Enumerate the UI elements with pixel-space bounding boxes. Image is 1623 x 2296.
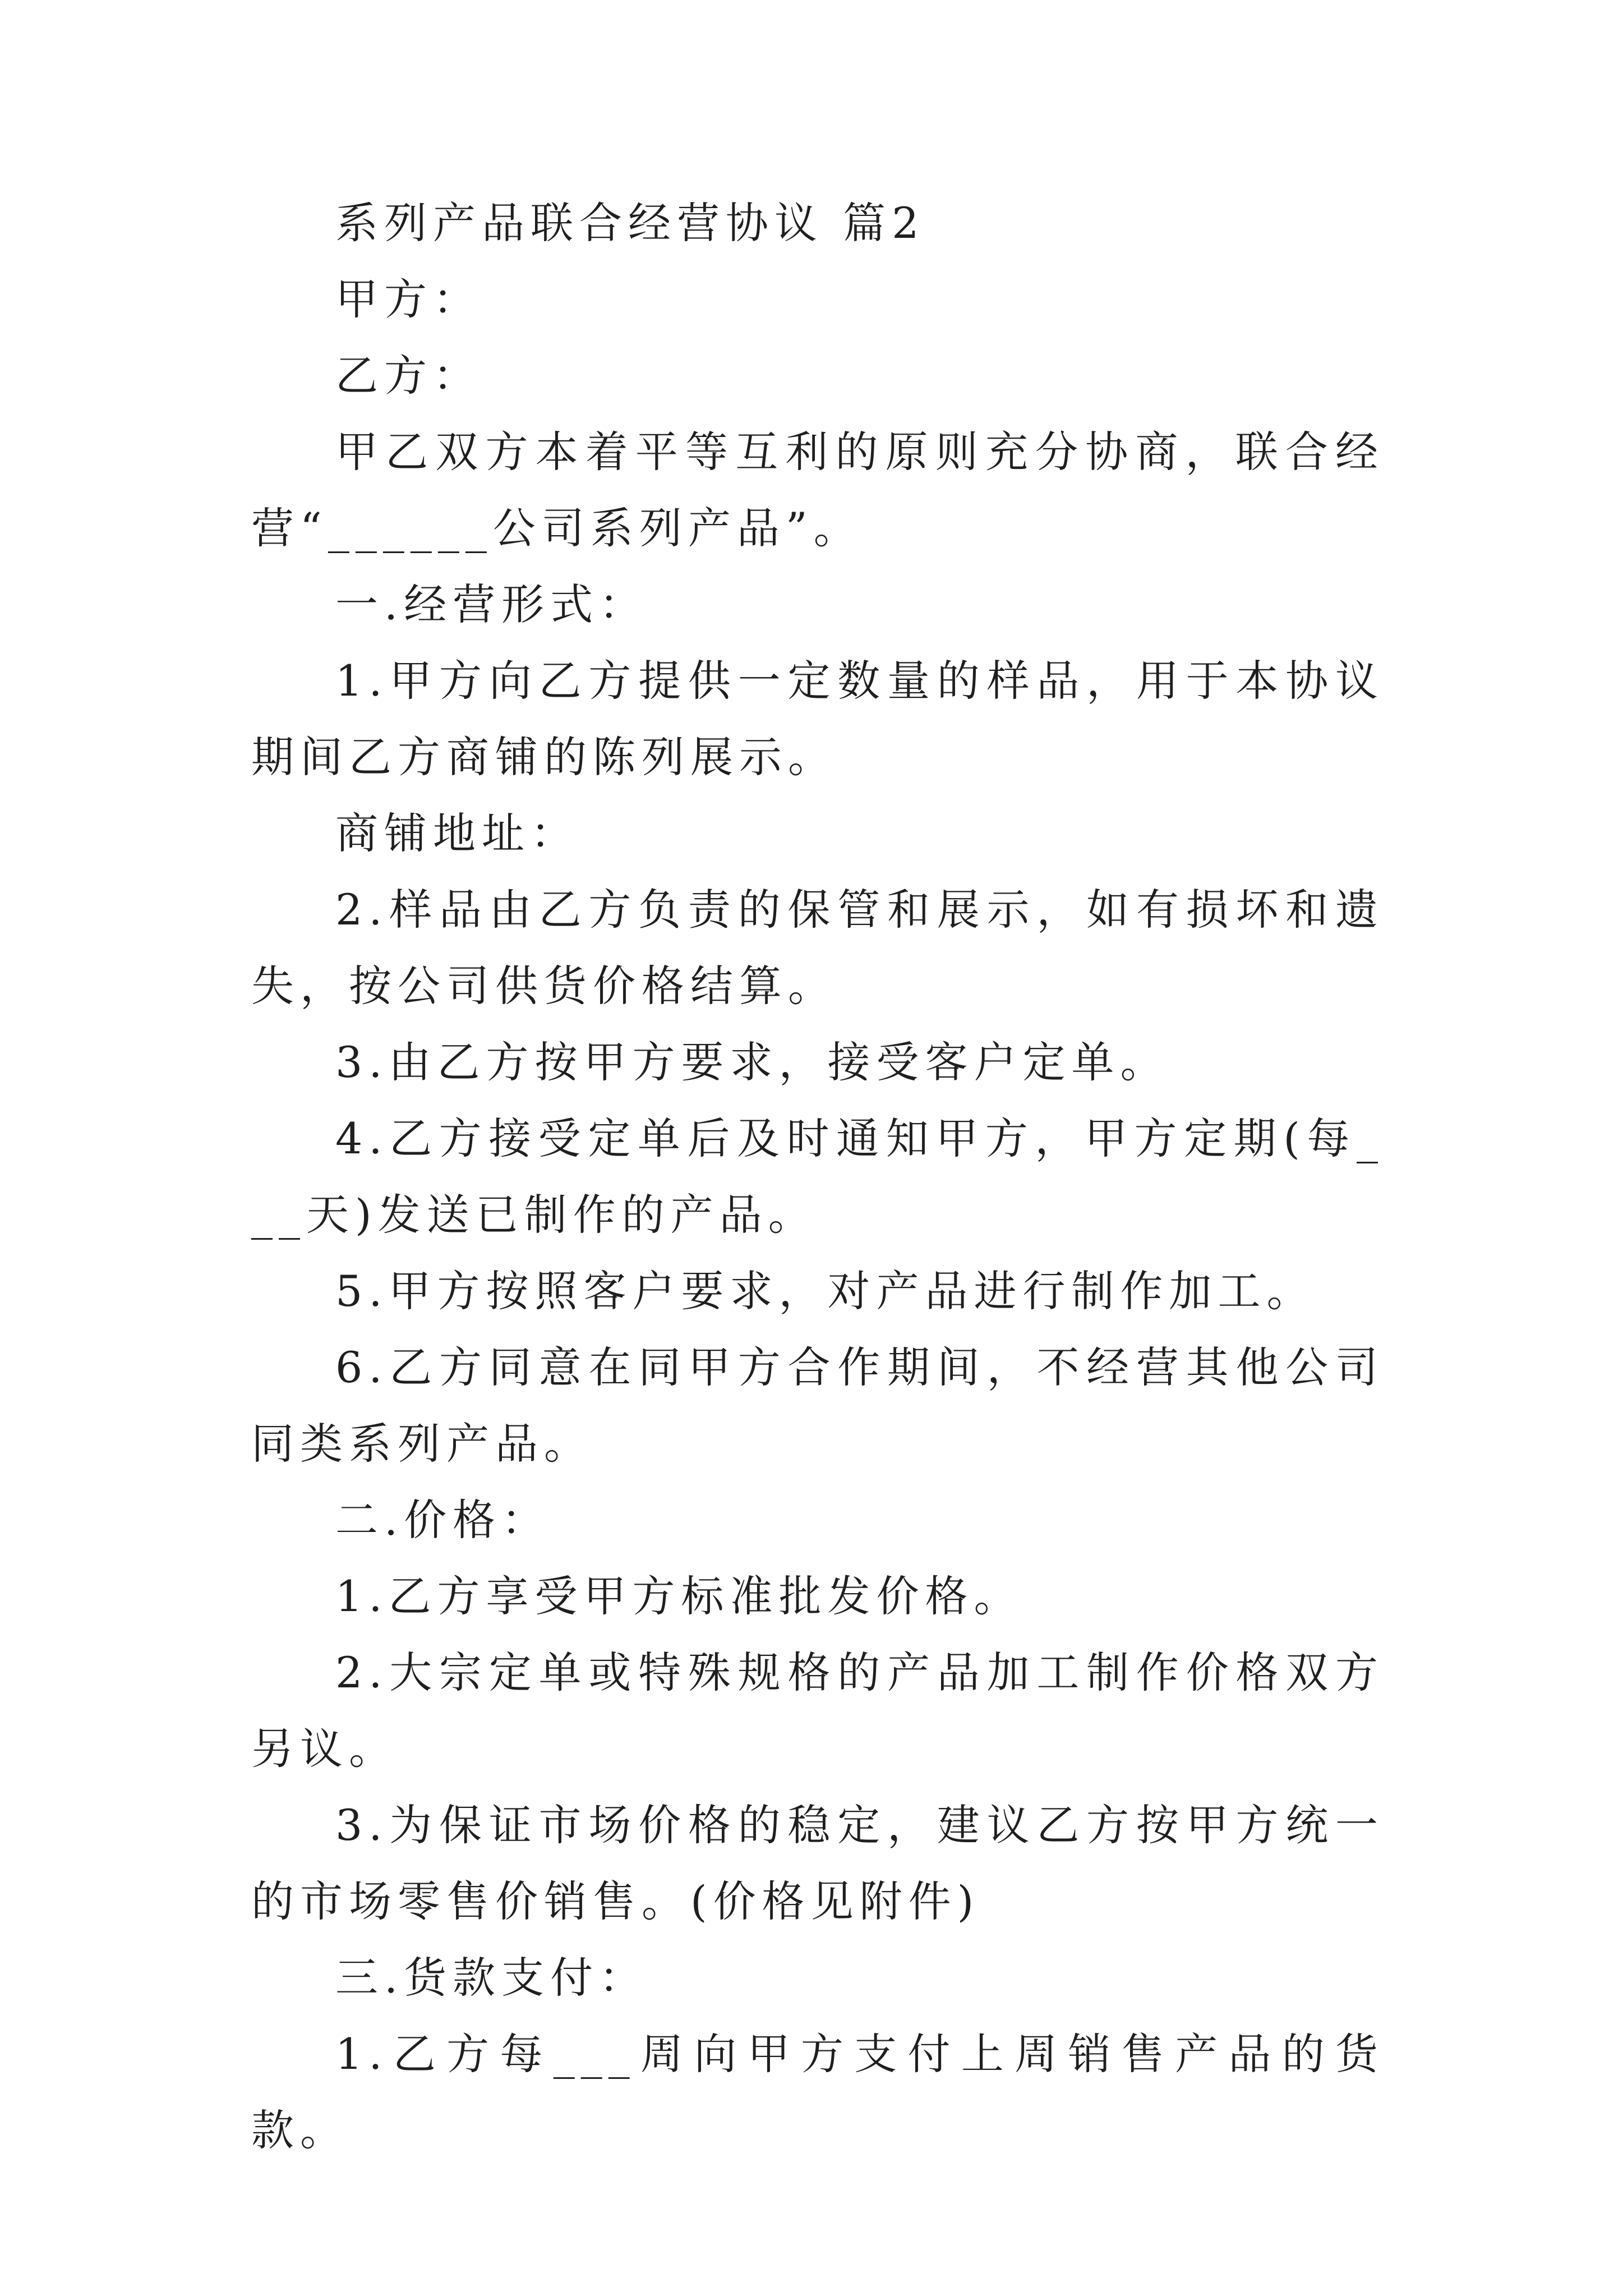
clause-1-6: 6.乙方同意在同甲方合作期间，不经营其他公司同类系列产品。	[251, 1342, 1384, 1469]
intro-paragraph: 甲乙双方本着平等互利的原则充分协商，联合经营“______公司系列产品”。	[251, 427, 1384, 553]
clause-1-3: 3.由乙方按甲方要求，接受客户定单。	[335, 1037, 1169, 1087]
clause-2-2: 2.大宗定单或特殊规格的产品加工制作价格双方另议。	[251, 1648, 1384, 1774]
document-body	[251, 185, 1384, 2169]
clause-1-5: 5.甲方按照客户要求，对产品进行制作加工。	[335, 1266, 1316, 1316]
clause-3-1: 1.乙方每___周向甲方支付上周销售产品的货款。	[251, 2029, 1384, 2155]
party-b-line: 乙方：	[335, 351, 482, 401]
shop-address-line: 商铺地址：	[335, 808, 579, 858]
clause-1-4: 4.乙方接受定单后及时通知甲方，甲方定期(每___天)发送已制作的产品。	[251, 1114, 1384, 1240]
party-a-line: 甲方：	[335, 274, 482, 324]
section-heading-2: 二.价格：	[335, 1495, 551, 1545]
section-heading-3: 三.货款支付：	[335, 1953, 648, 2003]
document-title: 系列产品联合经营协议 篇2	[335, 198, 925, 248]
clause-2-1: 1.乙方享受甲方标准批发价格。	[335, 1571, 1023, 1621]
clause-1-1: 1.甲方向乙方提供一定数量的样品，用于本协议期间乙方商铺的陈列展示。	[251, 656, 1384, 782]
clause-1-2: 2.样品由乙方负责的保管和展示，如有损坏和遗失，按公司供货价格结算。	[251, 885, 1384, 1011]
section-heading-1: 一.经营形式：	[335, 579, 648, 629]
clause-2-3: 3.为保证市场价格的稳定，建议乙方按甲方统一的市场零售价销售。(价格见附件)	[251, 1800, 1384, 1926]
